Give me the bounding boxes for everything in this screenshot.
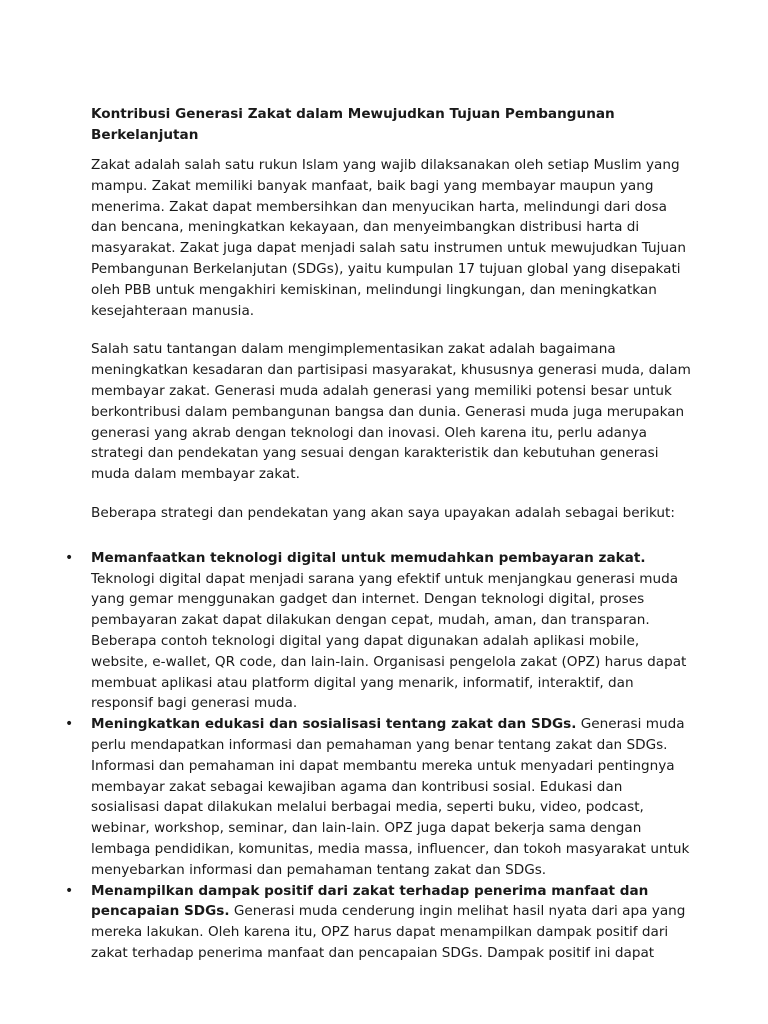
- strategy-list: [65, 548, 691, 964]
- list-item: [65, 548, 691, 714]
- list-item: [65, 714, 691, 880]
- document-page: [65, 104, 691, 964]
- list-item-lead: Menampilkan dampak positif dari zakat terhadap penerima manfaat dan pencapaian SDGs.: [91, 882, 649, 920]
- bullet-icon: •: [65, 716, 74, 733]
- document-title: Kontribusi Generasi Zakat dalam Mewujudkan Tujuan Pembangunan Berkelanjutan: [91, 106, 615, 143]
- bullet-icon: •: [65, 549, 74, 566]
- bullet-icon: •: [65, 882, 74, 899]
- paragraph-intro: Zakat adalah salah satu rukun Islam yang wajib dilaksanakan oleh setiap Muslim yang mampu. Zakat memiliki banyak manfaat, baik bagi yang membayar maupun yang menerima. Zakat dapat membersihkan dan menyucikan harta, melindungi dari dosa dan bencana, meningkatkan kekayaan, dan menyeimbangkan distribusi harta di masyarakat. Zakat juga dapat menjadi salah satu instrumen untuk mewujudkan Tujuan Pembangunan Berkelanjutan (SDGs), yaitu kumpulan 17 tujuan global yang disepakati oleh PBB untuk mengakhiri kemiskinan, melindungi lingkungan, dan meningkatkan kesejahteraan manusia.: [91, 157, 686, 319]
- paragraph-challenge: Salah satu tantangan dalam mengimplementasikan zakat adalah bagaimana meningkatkan kesadaran dan partisipasi masyarakat, khususnya generasi muda, dalam membayar zakat. Generasi muda adalah generasi yang memiliki potensi besar untuk berkontribusi dalam pembangunan bangsa dan dunia. Generasi muda juga merupakan generasi yang akrab dengan teknologi dan inovasi. Oleh karena itu, perlu adanya strategi dan pendekatan yang sesuai dengan karakteristik dan kebutuhan generasi muda dalam membayar zakat.: [91, 341, 691, 483]
- list-item: [65, 881, 691, 964]
- list-item-lead: Meningkatkan edukasi dan sosialisasi tentang zakat dan SDGs.: [91, 716, 577, 733]
- paragraph-strategy-lead: Beberapa strategi dan pendekatan yang akan saya upayakan adalah sebagai berikut:: [91, 504, 675, 521]
- list-item-text: Teknologi digital dapat menjadi sarana yang efektif untuk menjangkau generasi muda yang gemar menggunakan gadget dan internet. Dengan teknologi digital, proses pembayaran zakat dapat dilakukan dengan cepat, mudah, aman, dan transparan. Beberapa contoh teknologi digital yang dapat digunakan adalah aplikasi mobile, website, e-wallet, QR code, dan lain-lain. Organisasi pengelola zakat (OPZ) harus dapat membuat aplikasi atau platform digital yang menarik, informatif, interaktif, dan responsif bagi generasi muda.: [91, 570, 687, 712]
- list-item-text: Generasi muda perlu mendapatkan informasi dan pemahaman yang benar tentang zakat dan SDGs. Informasi dan pemahaman ini dapat membantu mereka untuk menyadari pentingnya membayar zakat sebagai kewajiban agama dan kontribusi sosial. Edukasi dan sosialisasi dapat dilakukan melalui berbagai media, seperti buku, video, podcast, webinar, workshop, seminar, dan lain-lain. OPZ juga dapat bekerja sama dengan lembaga pendidikan, komunitas, media massa, influencer, dan tokoh masyarakat untuk menyebarkan informasi dan pemahaman tentang zakat dan SDGs.: [91, 716, 690, 878]
- list-item-text: Generasi muda cenderung ingin melihat hasil nyata dari apa yang mereka lakukan. Oleh karena itu, OPZ harus dapat menampilkan dampak positif dari zakat terhadap penerima manfaat dan pencapaian SDGs. Dampak positif ini dapat: [91, 903, 686, 961]
- list-item-lead: Memanfaatkan teknologi digital untuk memudahkan pembayaran zakat.: [91, 549, 646, 566]
